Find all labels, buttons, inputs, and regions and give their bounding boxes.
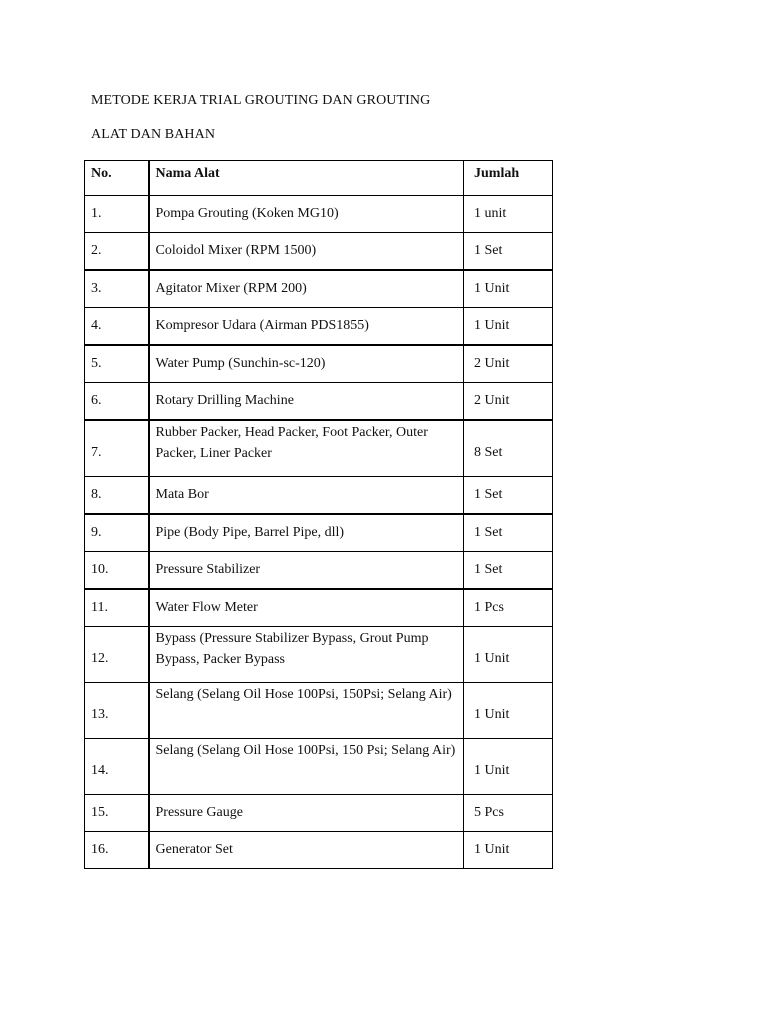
tool-quantity: 1 Pcs: [464, 589, 553, 627]
row-number: 1.: [85, 196, 149, 233]
table-row: [85, 831, 553, 868]
tool-name: Selang (Selang Oil Hose 100Psi, 150 Psi; Selang Air): [149, 738, 464, 794]
row-number: 9.: [85, 514, 149, 552]
row-number: 10.: [85, 551, 149, 589]
header-name: Nama Alat: [149, 161, 464, 196]
section-title: ALAT DAN BAHAN: [91, 127, 216, 142]
table-row: [85, 345, 553, 383]
tool-name: Rubber Packer, Head Packer, Foot Packer, Outer Packer, Liner Packer: [149, 420, 464, 476]
row-number: 3.: [85, 270, 149, 308]
table-row: [85, 551, 553, 589]
tool-quantity: 1 Set: [464, 551, 553, 589]
table-row: [85, 270, 553, 308]
row-number: 6.: [85, 383, 149, 421]
tool-quantity: 5 Pcs: [464, 794, 553, 831]
tool-quantity: 1 Unit: [464, 626, 553, 682]
tool-name: Agitator Mixer (RPM 200): [149, 270, 464, 308]
document-title: METODE KERJA TRIAL GROUTING DAN GROUTING: [91, 93, 431, 108]
row-number: 8.: [85, 476, 149, 514]
table-row: [85, 514, 553, 552]
table-row: [85, 383, 553, 421]
tool-name: Rotary Drilling Machine: [149, 383, 464, 421]
table-row: [85, 308, 553, 346]
row-number: 2.: [85, 233, 149, 271]
table-row: [85, 476, 553, 514]
tool-quantity: 1 Unit: [464, 682, 553, 738]
row-number: 16.: [85, 831, 149, 868]
equipment-table: [84, 160, 553, 869]
tool-quantity: 2 Unit: [464, 345, 553, 383]
table-row: [85, 420, 553, 476]
tool-name: Coloidol Mixer (RPM 1500): [149, 233, 464, 271]
header-qty: Jumlah: [464, 161, 553, 196]
row-number: 4.: [85, 308, 149, 346]
table-row: [85, 738, 553, 794]
tool-name: Kompresor Udara (Airman PDS1855): [149, 308, 464, 346]
tool-name: Pompa Grouting (Koken MG10): [149, 196, 464, 233]
table-row: [85, 589, 553, 627]
table-row: [85, 233, 553, 271]
table-row: [85, 196, 553, 233]
header-no: No.: [85, 161, 149, 196]
tool-name: Mata Bor: [149, 476, 464, 514]
tool-quantity: 2 Unit: [464, 383, 553, 421]
tool-quantity: 1 Unit: [464, 308, 553, 346]
table-header-row: [85, 161, 553, 196]
tool-name: Pressure Gauge: [149, 794, 464, 831]
tool-quantity: 1 Set: [464, 514, 553, 552]
tool-name: Selang (Selang Oil Hose 100Psi, 150Psi; Selang Air): [149, 682, 464, 738]
row-number: 12.: [85, 626, 149, 682]
tool-quantity: 1 unit: [464, 196, 553, 233]
tool-name: Generator Set: [149, 831, 464, 868]
tool-name: Pressure Stabilizer: [149, 551, 464, 589]
tool-quantity: 8 Set: [464, 420, 553, 476]
tool-name: Bypass (Pressure Stabilizer Bypass, Grout Pump Bypass, Packer Bypass: [149, 626, 464, 682]
tool-quantity: 1 Unit: [464, 738, 553, 794]
tool-name: Water Pump (Sunchin-sc-120): [149, 345, 464, 383]
row-number: 14.: [85, 738, 149, 794]
tool-quantity: 1 Unit: [464, 270, 553, 308]
table-row: [85, 626, 553, 682]
tool-quantity: 1 Set: [464, 476, 553, 514]
tool-quantity: 1 Set: [464, 233, 553, 271]
table-row: [85, 794, 553, 831]
row-number: 15.: [85, 794, 149, 831]
row-number: 11.: [85, 589, 149, 627]
table-row: [85, 682, 553, 738]
row-number: 5.: [85, 345, 149, 383]
row-number: 7.: [85, 420, 149, 476]
row-number: 13.: [85, 682, 149, 738]
tool-name: Pipe (Body Pipe, Barrel Pipe, dll): [149, 514, 464, 552]
tool-name: Water Flow Meter: [149, 589, 464, 627]
tool-quantity: 1 Unit: [464, 831, 553, 868]
